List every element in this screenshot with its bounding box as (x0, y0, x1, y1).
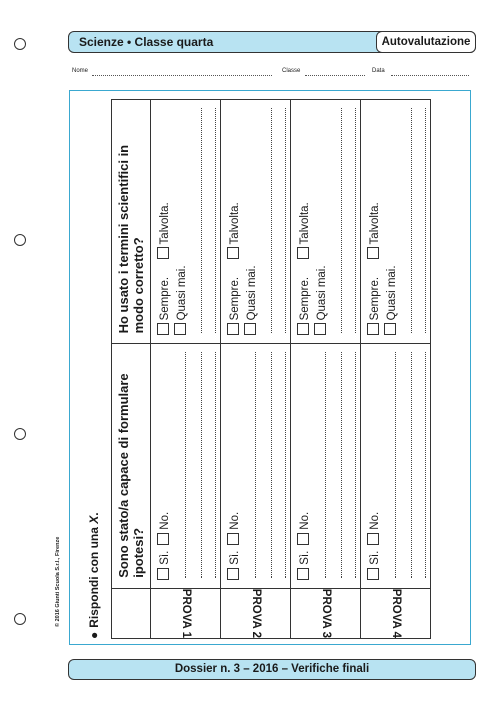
checkbox-sometimes[interactable] (227, 247, 239, 259)
option-yes: Sì. (229, 550, 241, 565)
class-line[interactable] (305, 75, 365, 76)
instruction-emphasis: X (87, 515, 101, 524)
instruction-text: Rispondi con una (87, 527, 101, 628)
name-line[interactable] (92, 75, 272, 76)
checkbox-yes[interactable] (297, 568, 309, 580)
option-no: No. (369, 511, 381, 530)
write-line[interactable] (215, 352, 216, 577)
header-subject: Scienze • Classe quarta (79, 35, 214, 49)
instruction-end: . (87, 512, 101, 516)
answer-cell-q2 (151, 100, 221, 344)
answer-cell-q2 (291, 100, 361, 344)
table-row (221, 100, 291, 639)
write-line[interactable] (425, 352, 426, 577)
name-label: Nome (72, 68, 89, 74)
write-line[interactable] (255, 352, 256, 577)
checkbox-no[interactable] (297, 533, 309, 545)
binder-hole-4 (14, 613, 26, 625)
checkbox-never[interactable] (314, 323, 326, 335)
checkbox-no[interactable] (157, 533, 169, 545)
footer-bar: Dossier n. 3 – 2016 – Verifiche finali (68, 659, 476, 680)
question-1-header: Sono stato/a capace di formulare ipotesi? (112, 344, 151, 588)
option-always: Sempre. (369, 276, 381, 321)
write-line[interactable] (355, 108, 356, 333)
self-assessment-table (111, 99, 431, 639)
write-line[interactable] (325, 352, 326, 577)
write-line[interactable] (271, 108, 272, 333)
header-tag: Autovalutazione (376, 31, 476, 53)
write-line[interactable] (185, 352, 186, 577)
write-line[interactable] (411, 352, 412, 577)
binder-hole-1 (14, 38, 26, 50)
question-2-header: Ho usato i termini scientifici in modo corretto? (112, 100, 151, 344)
write-line[interactable] (425, 108, 426, 333)
checkbox-sometimes[interactable] (367, 247, 379, 259)
option-sometimes: Talvolta. (159, 202, 171, 245)
option-always: Sempre. (299, 276, 311, 321)
answer-cell-q1 (361, 344, 431, 588)
option-always: Sempre. (229, 276, 241, 321)
row-label-text: PROVA 1 (179, 588, 192, 638)
checkbox-sometimes[interactable] (297, 247, 309, 259)
row-label (221, 588, 291, 638)
table-row (291, 100, 361, 639)
checkbox-never[interactable] (244, 323, 256, 335)
option-no: No. (159, 511, 171, 530)
binder-hole-2 (14, 234, 26, 246)
write-line[interactable] (201, 108, 202, 333)
instruction (87, 512, 101, 639)
table-row (151, 100, 221, 639)
checkbox-always[interactable] (157, 323, 169, 335)
write-line[interactable] (271, 352, 272, 577)
write-line[interactable] (411, 108, 412, 333)
option-never: Quasi mai. (246, 265, 258, 321)
write-line[interactable] (395, 352, 396, 577)
class-label: Classe (282, 68, 301, 74)
row-label-text: PROVA 4 (389, 588, 402, 638)
write-line[interactable] (285, 352, 286, 577)
answer-cell-q1 (221, 344, 291, 588)
option-no: No. (229, 511, 241, 530)
write-line[interactable] (341, 108, 342, 333)
binder-hole-3 (14, 428, 26, 440)
checkbox-yes[interactable] (367, 568, 379, 580)
answer-cell-q2 (361, 100, 431, 344)
date-line[interactable] (391, 75, 469, 76)
option-yes: Sì. (159, 550, 171, 565)
table-corner (112, 588, 151, 638)
option-never: Quasi mai. (316, 265, 328, 321)
row-label (291, 588, 361, 638)
copyright: © 2016 Giunti Scuola S.r.l., Firenze (55, 536, 61, 627)
answer-cell-q2 (221, 100, 291, 344)
write-line[interactable] (201, 352, 202, 577)
checkbox-no[interactable] (227, 533, 239, 545)
checkbox-never[interactable] (174, 323, 186, 335)
option-sometimes: Talvolta. (229, 202, 241, 245)
option-yes: Sì. (369, 550, 381, 565)
bullet-icon: ● (87, 631, 101, 639)
row-label (361, 588, 431, 638)
option-never: Quasi mai. (176, 265, 188, 321)
option-sometimes: Talvolta. (299, 202, 311, 245)
row-label (151, 588, 221, 638)
option-never: Quasi mai. (386, 265, 398, 321)
row-label-text: PROVA 3 (319, 588, 332, 638)
checkbox-sometimes[interactable] (157, 247, 169, 259)
write-line[interactable] (285, 108, 286, 333)
worksheet (81, 99, 437, 639)
option-sometimes: Talvolta. (369, 202, 381, 245)
option-always: Sempre. (159, 276, 171, 321)
checkbox-yes[interactable] (157, 568, 169, 580)
row-label-text: PROVA 2 (249, 588, 262, 638)
option-yes: Sì. (299, 550, 311, 565)
write-line[interactable] (215, 108, 216, 333)
answer-cell-q1 (151, 344, 221, 588)
checkbox-never[interactable] (384, 323, 396, 335)
checkbox-always[interactable] (297, 323, 309, 335)
checkbox-yes[interactable] (227, 568, 239, 580)
checkbox-always[interactable] (227, 323, 239, 335)
option-no: No. (299, 511, 311, 530)
answer-cell-q1 (291, 344, 361, 588)
checkbox-no[interactable] (367, 533, 379, 545)
date-label: Data (372, 68, 385, 74)
header-bar (68, 31, 476, 53)
write-line[interactable] (355, 352, 356, 577)
write-line[interactable] (341, 352, 342, 577)
table-row (361, 100, 431, 639)
checkbox-always[interactable] (367, 323, 379, 335)
